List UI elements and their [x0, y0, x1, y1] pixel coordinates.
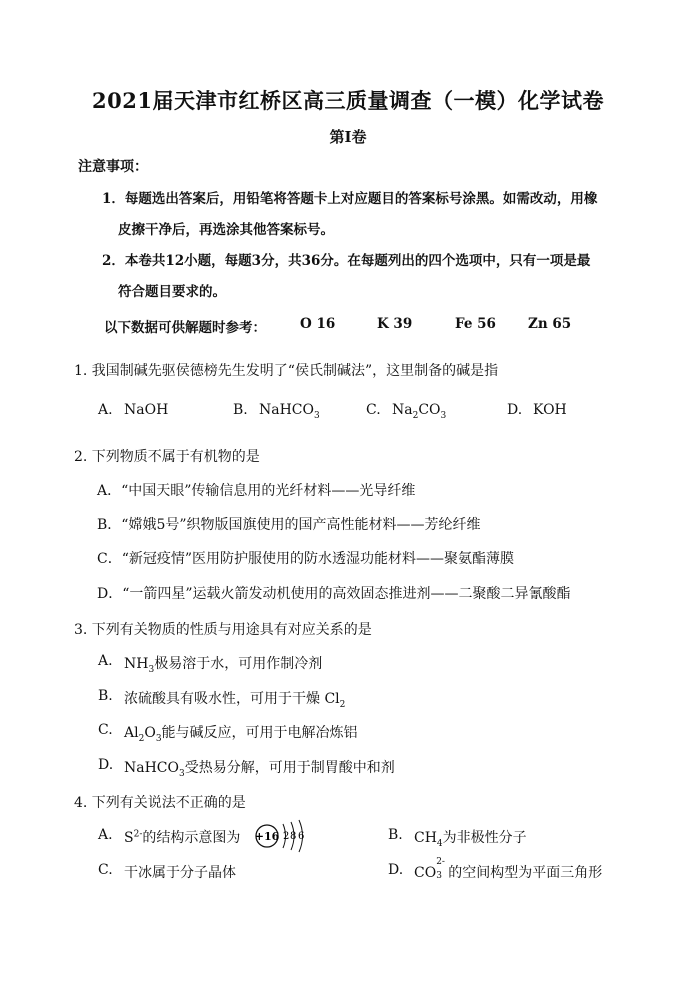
atomic-mass-zn: Zn 65: [528, 316, 572, 332]
q3-option-a-label: A.: [98, 653, 113, 669]
reference-label: 以下数据可供解题时参考：: [104, 320, 266, 336]
shell-1-count: 2: [283, 831, 290, 842]
q2-option-b: B．“嫦娥5号”织物版国旗使用的国产高性能材料——芳纶纤维: [97, 517, 481, 533]
notice-item-1-line-1: 1．每题选出答案后，用铅笔将答题卡上对应题目的答案标号涂黑。如需改动，用橡: [102, 191, 598, 207]
question-4-stem: 4. 下列有关说法不正确的是: [74, 795, 246, 811]
q3-option-b-label: B.: [98, 688, 113, 704]
q3-option-c-text: $Al_2O_3$能与碱反应，可用于电解冶炼铝: [124, 725, 358, 744]
page-title: 2021届天津市红桥区高三质量调查（一模）化学试卷: [92, 88, 604, 113]
q1-option-a-label: A.: [98, 402, 113, 418]
notice-item-2-line-1: 2．本卷共12小题，每题3分，共36分。在每题列出的四个选项中，只有一项是最: [102, 253, 591, 269]
q3-option-b-text: 浓硫酸具有吸水性，可用于干燥 $Cl_2$: [124, 691, 346, 710]
notice-item-2-line-2: 符合题目要求的。: [118, 284, 226, 300]
q3-option-d-text: NaHCO$_3$受热易分解，可用于制胃酸中和剂: [124, 760, 395, 779]
q1-option-a-text: NaOH: [124, 402, 169, 418]
sulfide-ion-structure-diagram: [253, 819, 313, 853]
q3-option-c-label: C.: [98, 722, 113, 738]
q3-option-d-label: D.: [98, 757, 114, 773]
question-1-stem: 1. 我国制碱先驱侯德榜先生发明了“侯氏制碱法”，这里制备的碱是指: [74, 363, 499, 379]
q4-option-c-label: C.: [98, 862, 113, 878]
shell-2-count: 8: [290, 831, 297, 842]
q4-option-d-label: D.: [388, 862, 404, 878]
q4-option-a-text: $S^{2-}$的结构示意图为: [124, 829, 241, 846]
question-3-stem: 3. 下列有关物质的性质与用途具有对应关系的是: [74, 622, 372, 638]
q2-option-d: D．“一箭四星”运载火箭发动机使用的高效固态推进剂——二聚酸二异氰酸酯: [97, 586, 571, 602]
section-title: 第Ⅰ卷: [329, 128, 367, 146]
q1-option-b-text: NaHCO$_3$: [259, 402, 320, 421]
nucleus-charge: +16: [254, 830, 280, 843]
q1-option-b-label: B.: [233, 402, 248, 418]
atomic-mass-fe: Fe 56: [455, 316, 496, 332]
q4-option-c-text: 干冰属于分子晶体: [124, 865, 236, 881]
q2-option-c: C．“新冠疫情”医用防护服使用的防水透湿功能材料——聚氨酯薄膜: [97, 551, 515, 567]
shell-3-count: 6: [298, 831, 305, 842]
question-2-stem: 2. 下列物质不属于有机物的是: [74, 449, 260, 465]
q4-option-a-label: A.: [98, 827, 113, 843]
notice-item-1-line-2: 皮擦干净后，再选涂其他答案标号。: [118, 222, 334, 238]
q1-option-c-label: C.: [366, 402, 381, 418]
atomic-mass-k: K 39: [377, 316, 413, 332]
atomic-mass-o: O 16: [300, 316, 336, 332]
q2-option-a: A．“中国天眼”传输信息用的光纤材料——光导纤维: [97, 483, 416, 499]
q1-option-d-label: D.: [507, 402, 523, 418]
q1-option-d-text: KOH: [533, 402, 567, 418]
q1-option-c-text: $Na_2CO_3$: [392, 402, 447, 421]
q4-option-b-label: B.: [388, 827, 403, 843]
q4-option-b-text: $CH_4$为非极性分子: [414, 830, 527, 849]
q4-option-d-text: CO 2- 3 的空间构型为平面三角形: [414, 857, 603, 881]
notice-heading: 注意事项：: [78, 159, 148, 175]
q3-option-a-text: $NH_3$极易溶于水，可用作制冷剂: [124, 656, 323, 675]
